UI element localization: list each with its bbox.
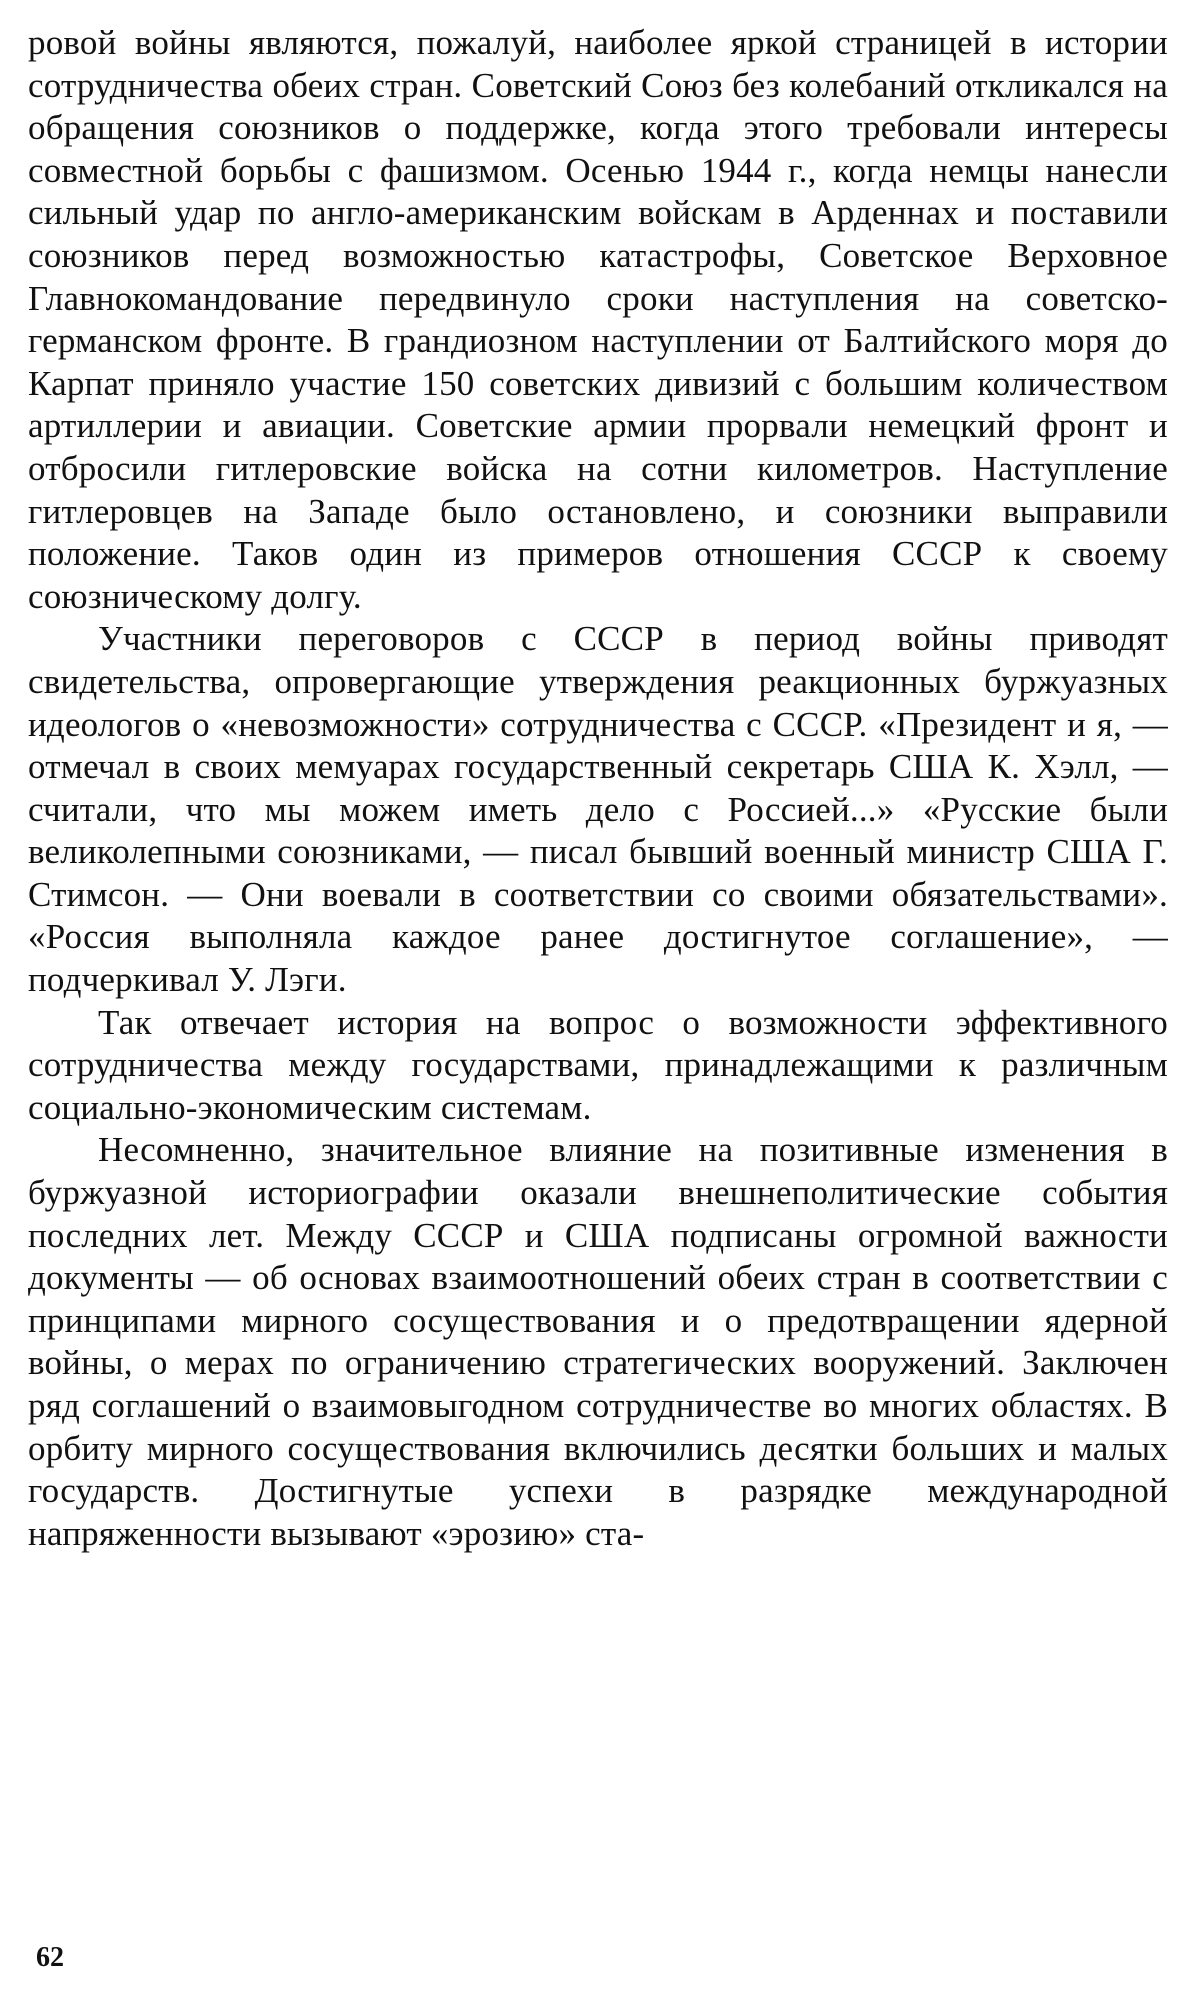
paragraph-4: Несомненно, значительное влияние на позитивные изменения в буржуазной историографии оказали внешнеполитические события последних лет. Между СССР и США подписаны огромной важности документы — об основах взаимоотношений обеих стран в соответствии с принципами мирного сосуществования и о предотвращении ядерной войны, о мерах по ограничению стратегических вооружений. Заключен ряд соглашений о взаимовыгодном сотрудничестве во многих областях. В орбиту мирного сосуществования включились десятки больших и малых государств. Достигнутые успехи в разрядке международной напряженности вызывают «эрозию» ста- — [28, 1130, 1168, 1553]
paragraph-2: Участники переговоров с СССР в период войны приводят свидетельства, опровергающие утверждения реакционных буржуазных идеологов о «невозможности» сотрудничества с СССР. «Президент и я, — отмечал в своих мемуарах государственный секретарь США К. Хэлл, — считали, что мы можем иметь дело с Россией...» «Русские были великолепными союзниками, — писал бывший военный министр США Г. Стимсон. — Они воевали в соответствии со своими обязательствами». «Россия выполняла каждое ранее достигнутое соглашение», — подчеркивал У. Лэги. — [28, 619, 1168, 1000]
page-number: 62 — [36, 1942, 64, 1973]
body-text — [28, 22, 1168, 1555]
paragraph-1: ровой войны являются, пожалуй, наиболее яркой страницей в истории сотрудничества обеих стран. Советский Союз без колебаний откликался на обращения союзников о поддержке, когда этого требовали интересы совместной борьбы с фашизмом. Осенью 1944 г., когда немцы нанесли сильный удар по англо-американским войскам в Арденнах и поставили союзников перед возможностью катастрофы, Советское Верховное Главнокомандование передвинуло сроки наступления на советско-германском фронте. В грандиозном наступлении от Балтийского моря до Карпат приняло участие 150 советских дивизий с большим количеством артиллерии и авиации. Советские армии прорвали немецкий фронт и отбросили гитлеровские войска на сотни километров. Наступление гитлеровцев на Западе было остановлено, и союзники выправили положение. Таков один из примеров отношения СССР к своему союзническому долгу. — [28, 23, 1168, 616]
paragraph-3: Так отвечает история на вопрос о возможности эффективного сотрудничества между государствами, принадлежащими к различным социально-экономическим системам. — [28, 1002, 1168, 1127]
